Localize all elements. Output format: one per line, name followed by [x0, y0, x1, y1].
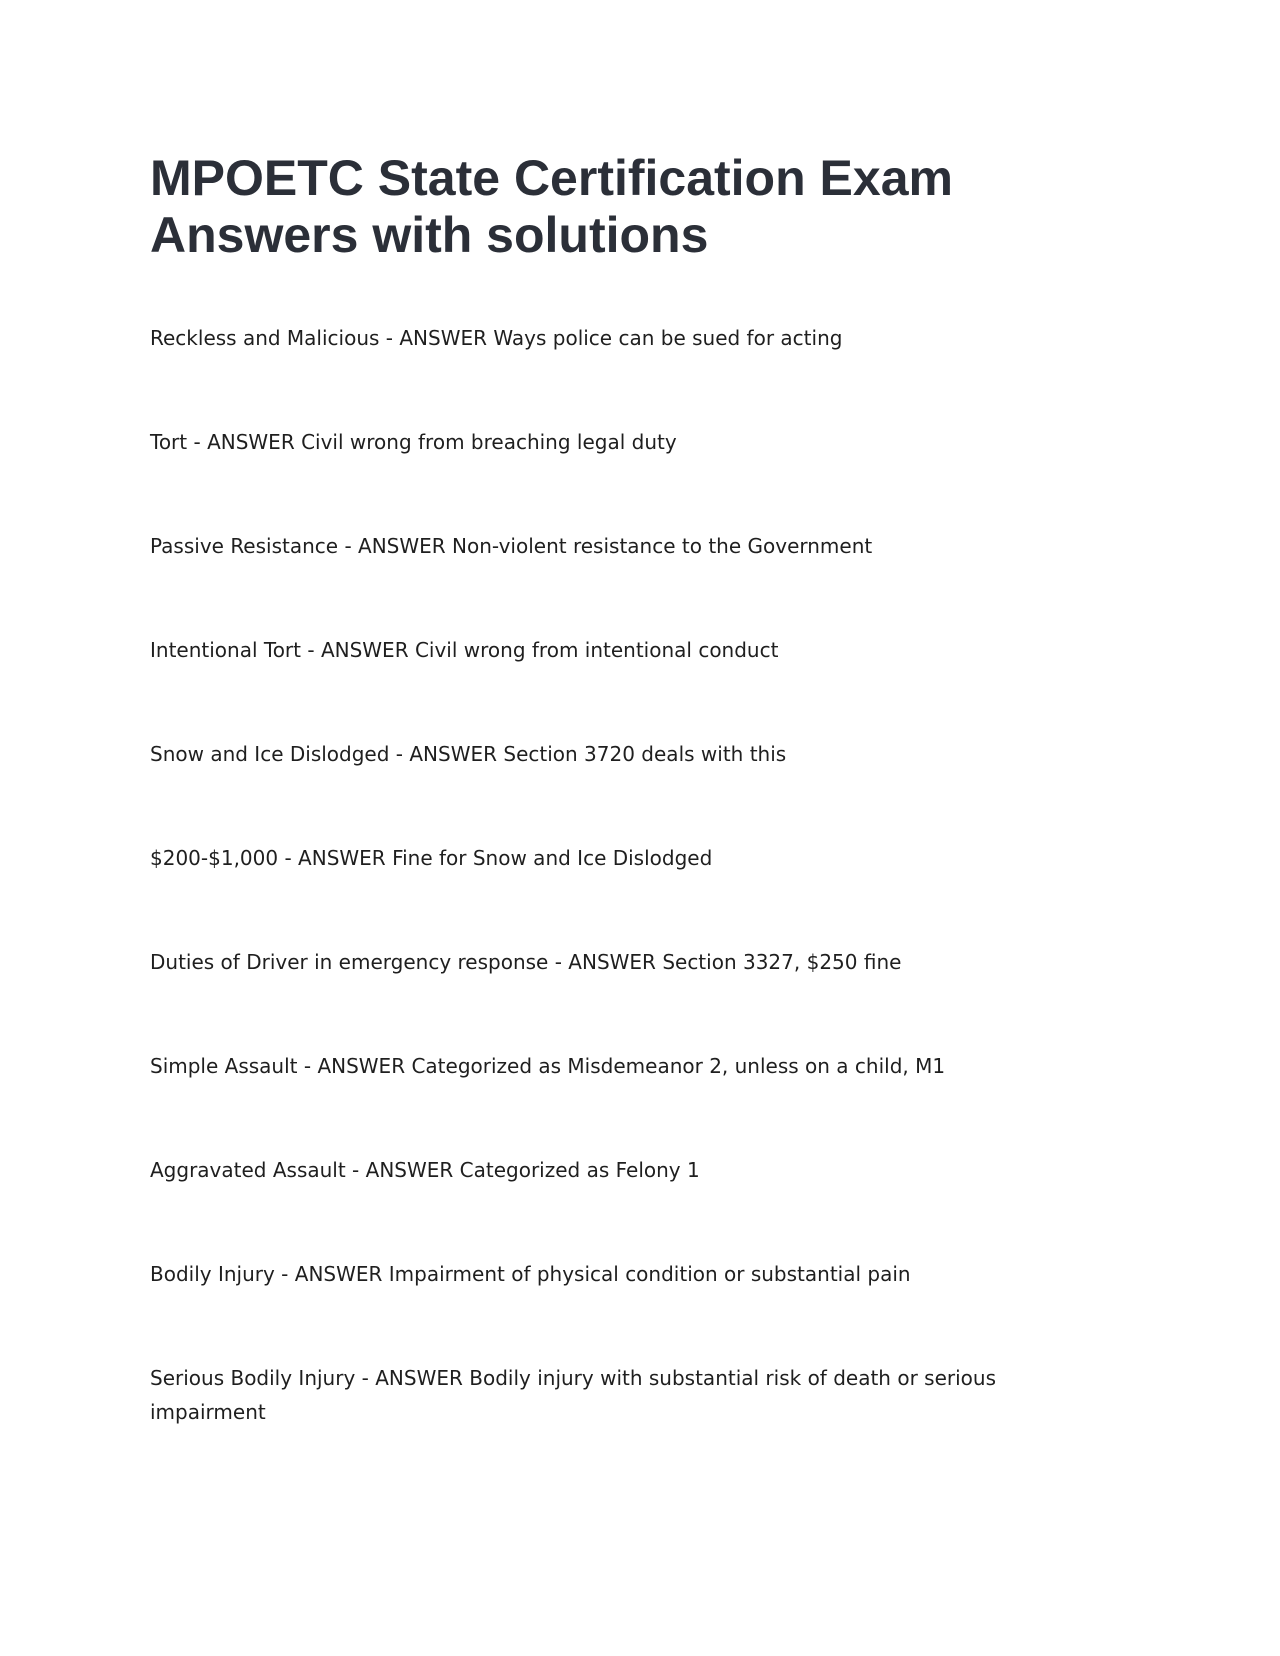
- qa-separator: -: [278, 846, 299, 870]
- qa-term: Simple Assault: [150, 1054, 298, 1078]
- qa-answer: Ways police can be sued for acting: [493, 326, 843, 350]
- qa-term: Tort: [150, 430, 188, 454]
- qa-term: Duties of Driver in emergency response: [150, 950, 549, 974]
- qa-term: Snow and Ice Dislodged: [150, 742, 390, 766]
- qa-term: Passive Resistance: [150, 534, 339, 558]
- qa-separator: -: [379, 326, 400, 350]
- qa-answer-label: ANSWER: [365, 1158, 454, 1182]
- qa-answer-label: ANSWER: [207, 430, 295, 454]
- qa-separator: -: [297, 1054, 318, 1078]
- qa-entry: [150, 1361, 1050, 1429]
- qa-entry: [150, 1049, 1050, 1083]
- qa-answer-label: ANSWER: [375, 1366, 463, 1390]
- qa-entry: [150, 529, 1050, 563]
- qa-answer-label: ANSWER: [409, 742, 498, 766]
- qa-list: [150, 321, 1050, 1499]
- qa-entry: [150, 321, 1050, 355]
- qa-term: Serious Bodily Injury: [150, 1366, 356, 1390]
- qa-answer: Categorized as Misdemeanor 2, unless on a child, M1: [411, 1054, 946, 1078]
- qa-answer-label: ANSWER: [568, 950, 656, 974]
- qa-separator: -: [389, 742, 410, 766]
- qa-answer: Bodily injury with substantial risk of death or serious impairment: [150, 1366, 996, 1424]
- qa-separator: -: [274, 1262, 295, 1286]
- qa-answer: Civil wrong from intentional conduct: [414, 638, 779, 662]
- qa-term: Aggravated Assault: [150, 1158, 346, 1182]
- qa-separator: -: [345, 1158, 366, 1182]
- qa-answer: Section 3327, $250 fine: [662, 950, 902, 974]
- qa-entry: [150, 945, 1050, 979]
- page-title: MPOETC State Certification Exam Answers with solutions: [150, 150, 953, 263]
- qa-entry: [150, 633, 1050, 667]
- qa-entry: [150, 1257, 1050, 1291]
- qa-answer-label: ANSWER: [399, 326, 488, 350]
- qa-separator: -: [338, 534, 359, 558]
- qa-answer: Non-violent resistance to the Government: [452, 534, 873, 558]
- qa-term: $200-$1,000: [150, 846, 279, 870]
- qa-entry: [150, 1153, 1050, 1187]
- qa-entry: [150, 425, 1050, 459]
- qa-answer-label: ANSWER: [320, 638, 409, 662]
- qa-entry: [150, 841, 1050, 875]
- qa-answer-label: ANSWER: [358, 534, 446, 558]
- qa-term: Intentional Tort: [150, 638, 301, 662]
- qa-answer: Section 3720 deals with this: [503, 742, 787, 766]
- qa-term: Reckless and Malicious: [150, 326, 380, 350]
- qa-separator: -: [187, 430, 208, 454]
- qa-separator: -: [301, 638, 321, 662]
- qa-term: Bodily Injury: [150, 1262, 275, 1286]
- qa-answer: Civil wrong from breaching legal duty: [301, 430, 677, 454]
- qa-answer: Impairment of physical condition or substantial pain: [388, 1262, 911, 1286]
- qa-answer: Fine for Snow and Ice Dislodged: [392, 846, 713, 870]
- qa-entry: [150, 737, 1050, 771]
- qa-separator: -: [355, 1366, 376, 1390]
- qa-answer-label: ANSWER: [294, 1262, 383, 1286]
- qa-answer-label: ANSWER: [317, 1054, 406, 1078]
- qa-answer: Categorized as Felony 1: [459, 1158, 700, 1182]
- qa-answer-label: ANSWER: [298, 846, 386, 870]
- qa-separator: -: [548, 950, 569, 974]
